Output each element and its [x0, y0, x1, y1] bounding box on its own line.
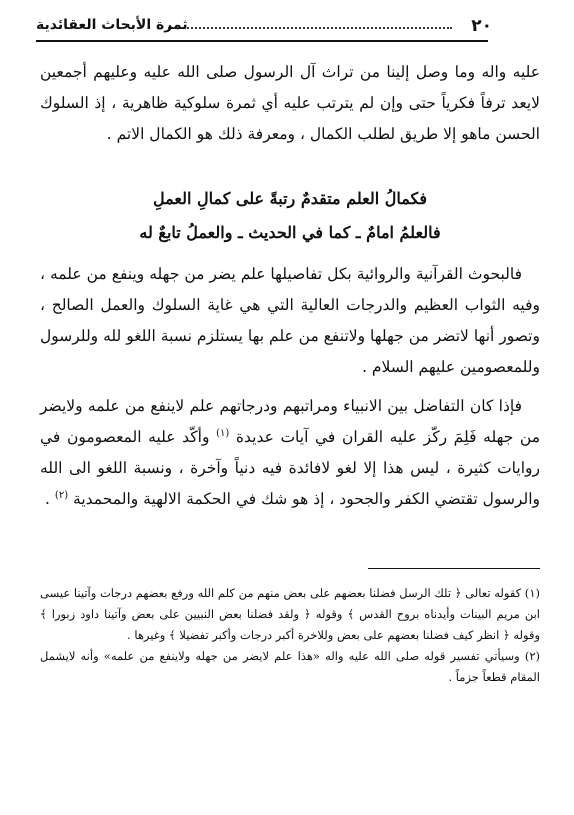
section-heading-2: فالعلمُ امامٌ ـ كما في الحديث ـ والعملُ تابعٌ له [139, 223, 441, 242]
paragraph-3 [40, 391, 540, 515]
paragraph-3-text [40, 391, 540, 515]
footnotes [40, 583, 540, 688]
running-title: ثمرة الأبحاث العقائدية [36, 17, 188, 33]
footnote-ref-2[interactable]: (٢) [54, 489, 69, 501]
footnote-1: (١) كقوله تعالى ﴿ تلك الرسل فضلنا بعضهم على بعض منهم من كلم الله ورفع بعضهم درجات وآتينا عيسى ابن مريم البينات وأيدناه بروح القدس ﴾ وقوله ﴿ ولقد فضلنا بعض النبيين على بعض وآتينا داود زبورا ﴾ وقوله ﴿ انظر كيف فضلنا بعضهم على بعض وللاخرة أكبر درجات وأكبر تفضيلا ﴾ وغيرها . [40, 586, 540, 642]
paragraph-2-text: فالبحوث القرآنية والروائية بكل تفاصيلها علم يضر من جهله وينفع من علمه ، وفيه الثواب العظيم والدرجات العالية التي هي غاية السلوك والعمل الصالح ، وتصور أنها لاتضر من جهلها ولاتنفع من علم بها يستلزم نسبة اللغو لله وللرسول وللمعصومين عليهم السلام . [40, 265, 540, 376]
paragraph-1-text: عليه واله وما وصل إلينا من تراث آل الرسول صلى الله عليه وعليهم أجمعين لايعد ترفاً فكرياً حتى وإن لم يترتب عليه أي ثمرة سلوكية ظاهرية ، إذ السلوك الحسن ماهو إلا طريق لطلب الكمال ، ومعرفة ذلك هو الكمال الاتم . [40, 63, 540, 143]
paragraph-3-end: . [45, 490, 50, 508]
paragraph-1 [40, 57, 540, 150]
paragraph-3-part-1: فإذا كان التفاضل بين الانبياء ومراتبهم ودرجاتهم علم لاينفع من علمه ولايضر من جهله فَلِمَ ركّز عليه القران في آيات عديدة [40, 397, 541, 446]
footnote-separator [368, 568, 540, 569]
page-number: ٢٠ [471, 16, 492, 36]
paragraph-2 [40, 259, 540, 383]
header-dot-leader [168, 27, 452, 29]
footnote-2: (٢) وسيأتي تفسير قوله صلى الله عليه واله «هذا علم لايضر من جهله ولاينفع من علمه» وأنه لايشمل المقام قطعاً جزماً . [40, 649, 540, 684]
paragraph-3-part-2: وأكّد عليه المعصومون في روايات كثيرة ، ليس هذا إلا لغو لافائدة فيه دنياً وآخرة ، ونسبة اللغو الى الله والرسول تقتضي الكفر والجحود ، إذ هو شك في الحكمة الالهية والمحمدية [40, 428, 540, 508]
section-heading-1: فكمالُ العلم متقدمٌ رتبةً على كمالِ العملِ [153, 189, 427, 208]
footnote-ref-1[interactable]: (١) [216, 427, 230, 439]
running-header [36, 14, 492, 42]
